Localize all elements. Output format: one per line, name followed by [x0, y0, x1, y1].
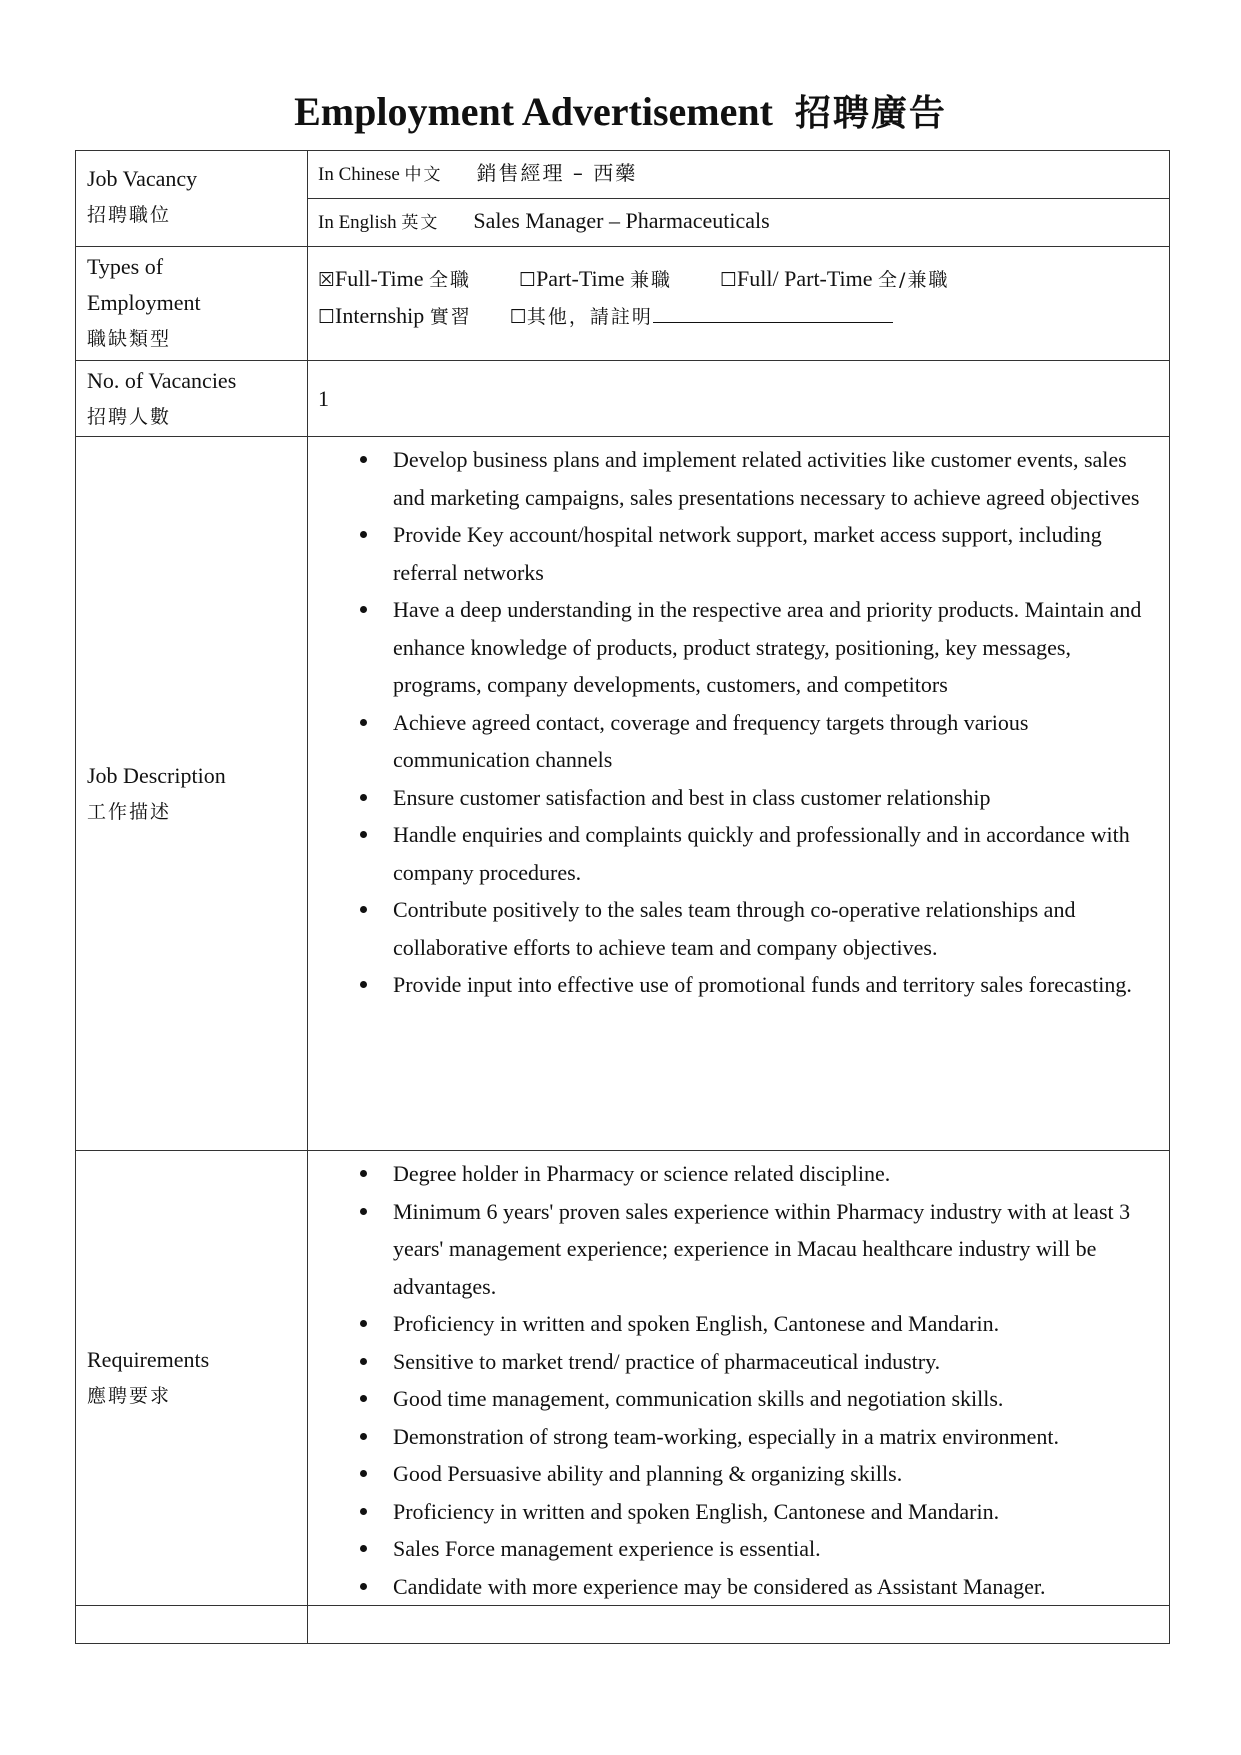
- option-internship[interactable]: ☐Internship 實習: [318, 303, 472, 328]
- row-vacancies: [76, 361, 1170, 437]
- employment-options-line-1: [318, 261, 1159, 298]
- checkbox-empty-icon[interactable]: ☐: [509, 306, 527, 328]
- option-full-part-time[interactable]: ☐Full/ Part-Time 全/兼職: [720, 266, 950, 291]
- row-job-description: [76, 437, 1170, 1151]
- vacancy-english-value: Sales Manager – Pharmaceuticals: [473, 208, 770, 233]
- vacancies-value: 1: [308, 361, 1170, 437]
- title-zh: 招聘廣告: [794, 93, 947, 134]
- requirements-label-zh: 應聘要求: [87, 1385, 172, 1407]
- list-item: Proficiency in written and spoken English, Cantonese and Mandarin.: [393, 1493, 1159, 1531]
- list-item: Sensitive to market trend/ practice of pharmaceutical industry.: [393, 1343, 1159, 1381]
- option-part-time[interactable]: ☐Part-Time 兼職: [519, 266, 672, 291]
- row-vacancy-chinese: [76, 151, 1170, 199]
- list-item: Provide input into effective use of promotional funds and territory sales forecasting.: [393, 966, 1159, 1004]
- list-item: Sales Force management experience is essential.: [393, 1530, 1159, 1568]
- vacancy-chinese-value: 銷售經理 – 西藥: [476, 161, 638, 185]
- checkbox-checked-icon[interactable]: ☒: [318, 269, 336, 291]
- list-item: Ensure customer satisfaction and best in class customer relationship: [393, 779, 1159, 817]
- empty-value-cell: [308, 1606, 1170, 1644]
- list-item: Provide Key account/hospital network support, market access support, including referral networks: [393, 516, 1159, 591]
- in-english-label: In English 英文: [318, 212, 440, 233]
- vacancy-chinese-cell: [308, 151, 1170, 199]
- title-en: Employment Advertisement: [294, 89, 773, 134]
- list-item: Have a deep understanding in the respective area and priority products. Maintain and enhance knowledge of products, product strategy, positioning, key messages, programs, company developments, customers, and competitors: [393, 591, 1159, 704]
- list-item: Minimum 6 years' proven sales experience within Pharmacy industry with at least 3 years' management experience; experience in Macau healthcare industry will be advantages.: [393, 1193, 1159, 1306]
- job-description-label-zh: 工作描述: [87, 800, 172, 823]
- list-item: Candidate with more experience may be considered as Assistant Manager.: [393, 1568, 1159, 1606]
- list-item: Contribute positively to the sales team through co-operative relationships and collaborative efforts to achieve team and company objectives.: [393, 891, 1159, 966]
- requirements-cell: [308, 1151, 1170, 1606]
- requirements-label-cell: [76, 1151, 308, 1606]
- in-chinese-label: In Chinese 中文: [318, 164, 443, 185]
- job-vacancy-label-zh: 招聘職位: [87, 204, 172, 226]
- page-title: [0, 84, 1241, 142]
- row-empty: [76, 1606, 1170, 1644]
- job-vacancy-label-cell: [76, 151, 308, 247]
- checkbox-empty-icon[interactable]: ☐: [720, 269, 738, 291]
- job-vacancy-label-en: Job Vacancy: [87, 166, 198, 191]
- list-item: Develop business plans and implement related activities like customer events, sales and marketing campaigns, sales presentations necessary to achieve agreed objectives: [393, 441, 1159, 516]
- list-item: Demonstration of strong team-working, especially in a matrix environment.: [393, 1418, 1159, 1456]
- employment-type-label-cell: [76, 247, 308, 361]
- employment-options-line-2: [318, 298, 1159, 335]
- other-specify-input[interactable]: [653, 298, 893, 323]
- employment-type-label-zh: 職缺類型: [87, 328, 172, 350]
- job-description-label-cell: [76, 437, 308, 1151]
- checkbox-empty-icon[interactable]: ☐: [519, 269, 537, 291]
- list-item: Good time management, communication skills and negotiation skills.: [393, 1380, 1159, 1418]
- option-other[interactable]: ☐其他，請註明: [509, 306, 653, 328]
- advertisement-table: [75, 150, 1170, 1644]
- option-full-time[interactable]: ☒Full-Time 全職: [318, 266, 472, 291]
- employment-type-options-cell: [308, 247, 1170, 361]
- list-item: Proficiency in written and spoken English, Cantonese and Mandarin.: [393, 1305, 1159, 1343]
- employment-type-label-en-1: Types of: [87, 254, 164, 279]
- requirements-label-en: Requirements: [87, 1347, 210, 1372]
- requirements-list: [308, 1155, 1159, 1605]
- vacancies-label-cell: [76, 361, 308, 437]
- list-item: Degree holder in Pharmacy or science related discipline.: [393, 1155, 1159, 1193]
- empty-label-cell: [76, 1606, 308, 1644]
- vacancy-english-cell: [308, 199, 1170, 247]
- vacancies-label-en: No. of Vacancies: [87, 368, 237, 393]
- list-item: Achieve agreed contact, coverage and frequency targets through various communication channels: [393, 704, 1159, 779]
- list-item: Handle enquiries and complaints quickly and professionally and in accordance with company procedures.: [393, 816, 1159, 891]
- row-requirements: [76, 1151, 1170, 1606]
- vacancies-label-zh: 招聘人數: [87, 406, 172, 428]
- row-employment-type: [76, 247, 1170, 361]
- job-description-label-en: Job Description: [87, 762, 226, 788]
- job-description-cell: [308, 437, 1170, 1151]
- employment-type-label-en-2: Employment: [87, 290, 201, 315]
- list-item: Good Persuasive ability and planning & organizing skills.: [393, 1455, 1159, 1493]
- checkbox-empty-icon[interactable]: ☐: [318, 306, 336, 328]
- job-description-list: [308, 441, 1159, 1004]
